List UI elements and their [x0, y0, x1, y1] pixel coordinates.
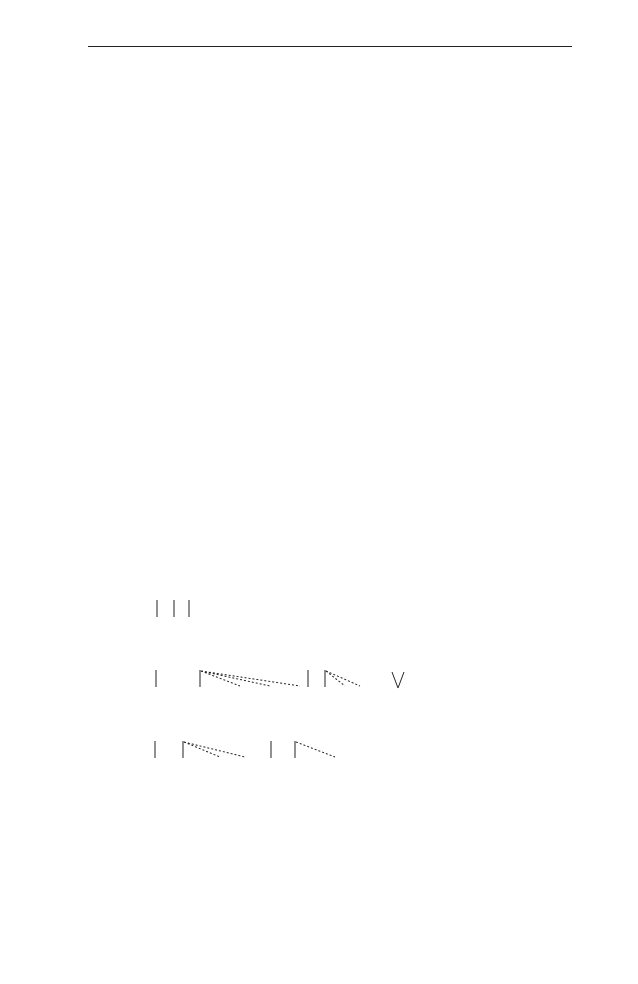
association-line: [392, 672, 398, 688]
spread-line: [201, 671, 300, 686]
spread-line: [184, 742, 220, 757]
spread-line: [326, 671, 360, 686]
association-line: [398, 672, 404, 688]
spread-line: [296, 742, 335, 757]
